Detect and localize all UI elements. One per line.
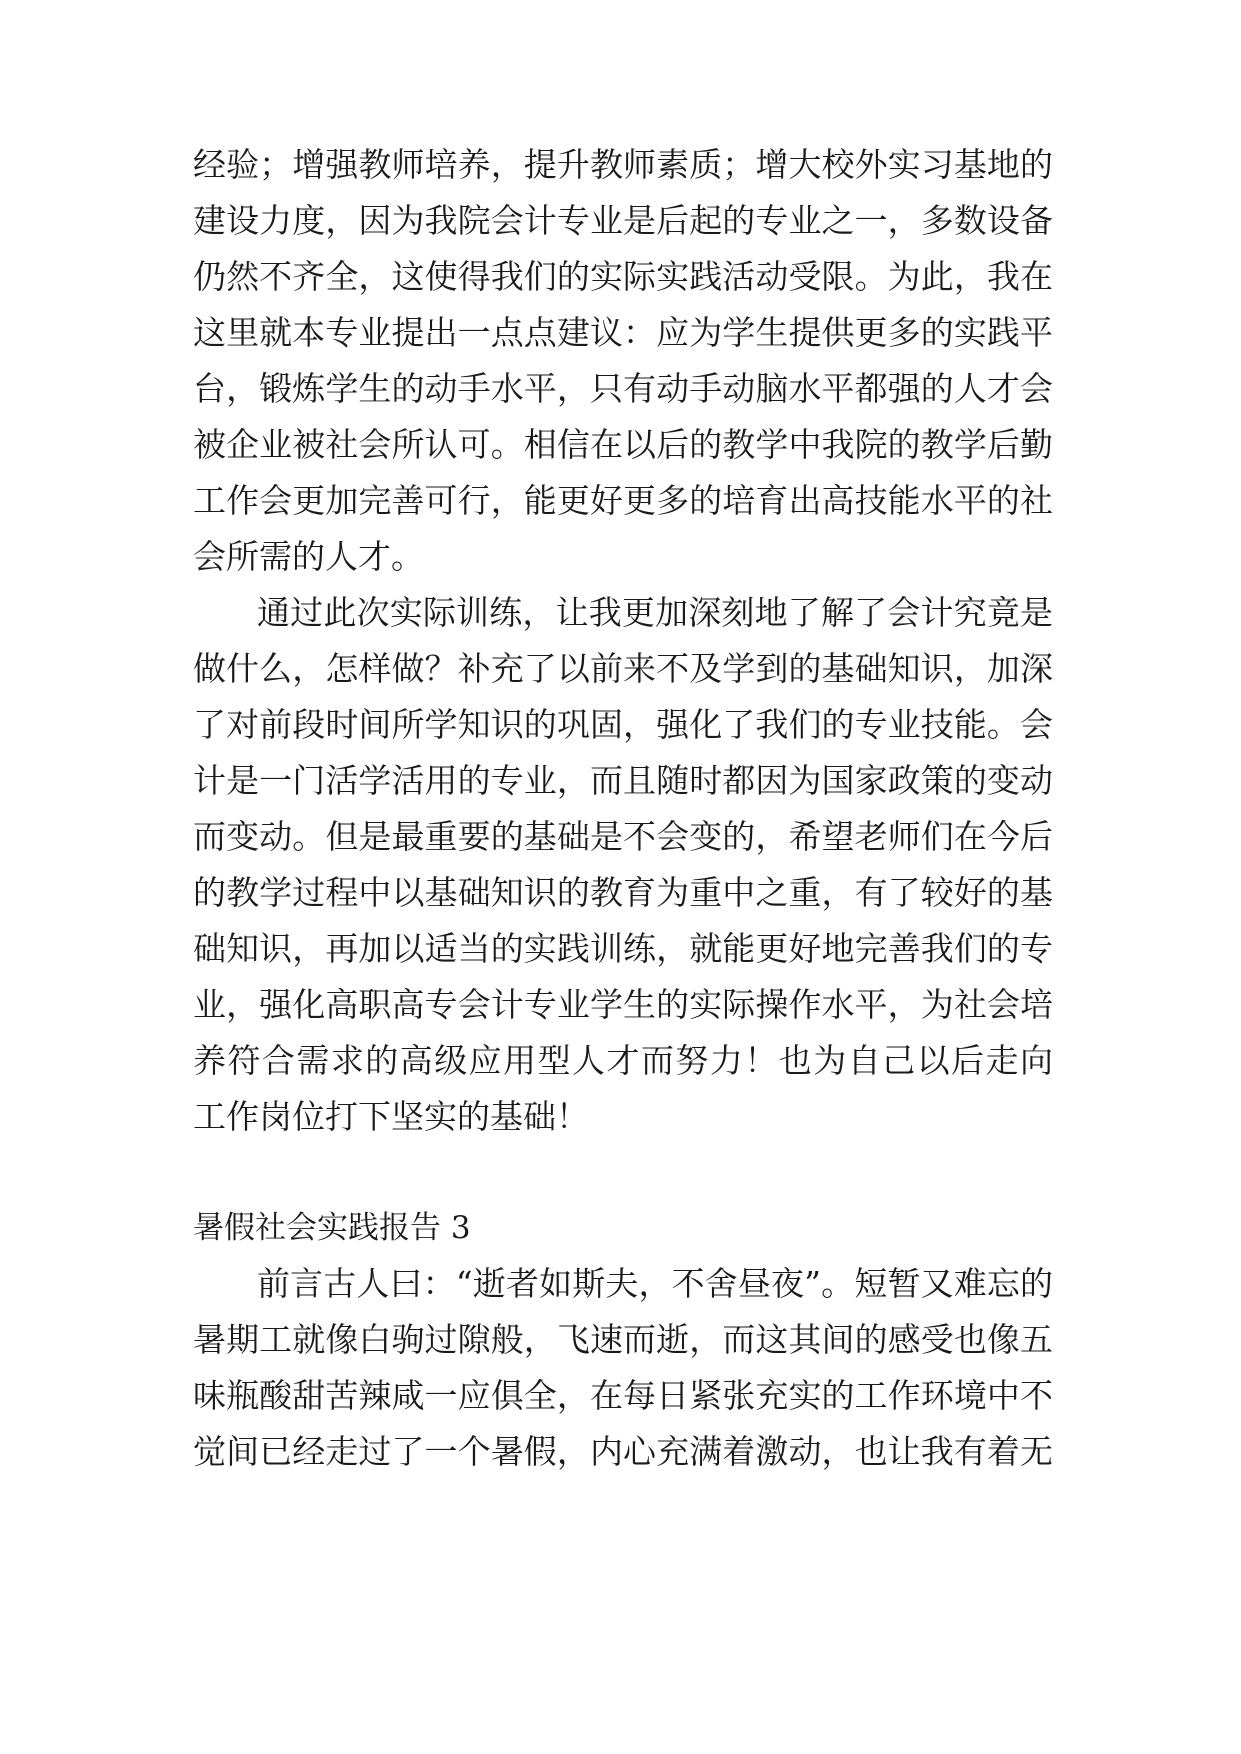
text-line: 仍然不齐全，这使得我们的实际实践活动受限。为此，我在 bbox=[193, 257, 1053, 296]
text-line: 通过此次实际训练，让我更加深刻地了解了会计究竟是 bbox=[257, 593, 1053, 632]
text-line: 台，锻炼学生的动手水平，只有动手动脑水平都强的人才会 bbox=[193, 369, 1053, 408]
text-line: 业，强化高职高专会计专业学生的实际操作水平，为社会培 bbox=[193, 985, 1053, 1024]
text-line: 工作岗位打下坚实的基础！ bbox=[193, 1097, 589, 1136]
text-line: 计是一门活学活用的专业，而且随时都因为国家政策的变动 bbox=[193, 761, 1053, 800]
text-line: 了对前段时间所学知识的巩固，强化了我们的专业技能。会 bbox=[193, 705, 1053, 744]
text-line: 会所需的人才。 bbox=[193, 537, 424, 576]
text-line: 础知识，再加以适当的实践训练，就能更好地完善我们的专 bbox=[193, 929, 1053, 968]
text-line: 味瓶酸甜苦辣咸一应俱全，在每日紧张充实的工作环境中不 bbox=[193, 1376, 1053, 1415]
text-line: 经验；增强教师培养，提升教师素质；增大校外实习基地的 bbox=[193, 145, 1053, 184]
text-line: 工作会更加完善可行，能更好更多的培育出高技能水平的社 bbox=[193, 481, 1053, 520]
text-line: 觉间已经走过了一个暑假，内心充满着激动，也让我有着无 bbox=[193, 1432, 1053, 1471]
text-line: 的教学过程中以基础知识的教育为重中之重，有了较好的基 bbox=[193, 873, 1053, 912]
text-line: 这里就本专业提出一点点建议：应为学生提供更多的实践平 bbox=[193, 313, 1053, 352]
text-line: 做什么，怎样做？补充了以前来不及学到的基础知识，加深 bbox=[193, 649, 1053, 688]
text-line: 暑期工就像白驹过隙般，飞速而逝，而这其间的感受也像五 bbox=[193, 1320, 1053, 1359]
text-line: 而变动。但是最重要的基础是不会变的，希望老师们在今后 bbox=[193, 817, 1053, 856]
text-line: 建设力度，因为我院会计专业是后起的专业之一，多数设备 bbox=[193, 201, 1053, 240]
text-line: 前言古人曰：“逝者如斯夫，不舍昼夜”。短暂又难忘的 bbox=[257, 1264, 1053, 1303]
section-title: 暑假社会实践报告 3 bbox=[193, 1210, 471, 1246]
text-line: 被企业被社会所认可。相信在以后的教学中我院的教学后勤 bbox=[193, 425, 1053, 464]
text-line: 养符合需求的高级应用型人才而努力！也为自己以后走向 bbox=[193, 1041, 1053, 1080]
